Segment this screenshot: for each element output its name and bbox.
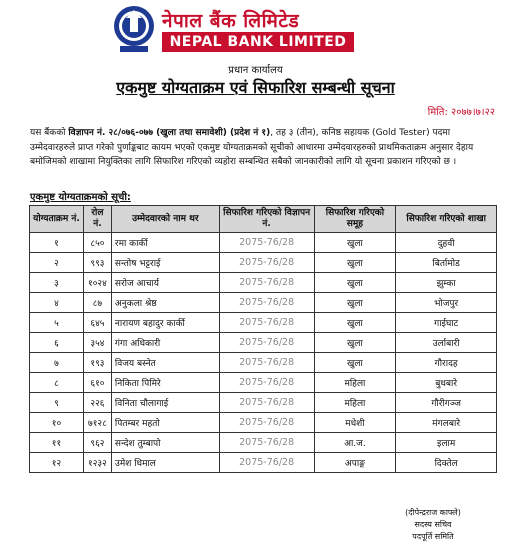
branch-cell: बिर्तामोड: [396, 253, 497, 273]
rank-cell: ९: [30, 393, 84, 413]
candidate-name-cell: पितम्बर महतो: [111, 413, 219, 433]
table-row: [30, 413, 497, 433]
column-header: उम्मेदवारको नाम थर: [111, 206, 219, 233]
roll-number-cell: १०२४: [83, 273, 111, 293]
table-row: [30, 373, 497, 393]
candidate-name-cell: सन्देश तुम्बापो: [111, 433, 219, 453]
advertisement-number-cell: 2075-76/28: [219, 293, 314, 313]
group-cell: खुला: [314, 313, 396, 333]
advertisement-number-cell: 2075-76/28: [219, 373, 314, 393]
rank-cell: २: [30, 253, 84, 273]
advertisement-number-cell: 2075-76/28: [219, 253, 314, 273]
roll-number-cell: ८५०: [83, 233, 111, 253]
notice-title: एकमुष्ट योग्यताक्रम एवं सिफारिश सम्बन्धी सूचना: [116, 78, 395, 97]
advertisement-number-cell: 2075-76/28: [219, 233, 314, 253]
branch-cell: उर्लाबारी: [396, 333, 497, 353]
candidate-name-cell: गंगा अधिकारी: [111, 333, 219, 353]
group-cell: महिला: [314, 373, 396, 393]
rank-cell: ४: [30, 293, 84, 313]
rank-cell: ८: [30, 373, 84, 393]
table-row: [30, 293, 497, 313]
bank-header: [0, 0, 511, 62]
signatory-committee: पदपूर्ति समिति: [412, 532, 454, 541]
notice-body: [30, 126, 492, 170]
table-header-row: [30, 206, 497, 233]
table-row: [30, 393, 497, 413]
rank-cell: ६: [30, 333, 84, 353]
advertisement-number-cell: 2075-76/28: [219, 433, 314, 453]
group-cell: खुला: [314, 273, 396, 293]
signature-block: [383, 507, 483, 543]
rank-cell: १: [30, 233, 84, 253]
table-row: [30, 273, 497, 293]
bank-name-nepali: नेपाल बैंक लिमिटेड: [162, 10, 300, 32]
candidate-name-cell: निकिता पिमिरे: [111, 373, 219, 393]
office-label: प्रधान कार्यालय: [228, 65, 283, 76]
candidate-name-cell: उमेश धिमाल: [111, 453, 219, 473]
group-cell: आ.ज.: [314, 433, 396, 453]
body-text-part1: यस बैंकको: [30, 128, 69, 138]
candidate-name-cell: नारायण बहादुर कार्की: [111, 313, 219, 333]
branch-cell: दुहवी: [396, 233, 497, 253]
bank-logo-icon: [112, 4, 156, 54]
column-header: सिफारिश गरिएको विज्ञापन नं.: [219, 206, 314, 233]
roll-number-cell: ८७: [83, 293, 111, 313]
branch-cell: गौरादह: [396, 353, 497, 373]
advertisement-number-cell: 2075-76/28: [219, 353, 314, 373]
branch-cell: दिक्तेल: [396, 453, 497, 473]
bank-name-english: NEPAL BANK LIMITED: [162, 32, 354, 52]
rank-cell: ५: [30, 313, 84, 333]
table-row: [30, 333, 497, 353]
notice-date: मिति: २०७७।७।२२: [427, 107, 495, 118]
body-text-bold: विज्ञापन नं. २८/०७६-०७७ (खुला तथा समावेशी) (प्रदेश नं १): [68, 128, 271, 138]
body-text-part2: , तह ३ (तीन), कनिष्ठ सहायक (Gold Tester) पदमा उम्मेदवारहरुले प्राप्त गरेको पुर्णाङ्कबाट कायम भएको एकमुष्ट योग्यताक्रमको सूचीको आधारमा उम्मेदवारहरुको प्राथमिकताक्रम अनुसार देहाय बमोजिमको शाखामा नियुक्तिका लागि सिफारिश गरिएको व्यहोरा सम्बन्धित सबैको जानकारीको लागि यो सूचना प्रकाशन गरिएको छ ।: [30, 128, 474, 167]
roll-number-cell: २२६: [83, 393, 111, 413]
branch-cell: इलाम: [396, 433, 497, 453]
group-cell: खुला: [314, 353, 396, 373]
signatory-title: सदस्य सचिव: [414, 520, 452, 529]
rank-cell: १२: [30, 453, 84, 473]
rank-cell: १०: [30, 413, 84, 433]
table-row: [30, 433, 497, 453]
candidate-name-cell: सन्तोष भट्टराई: [111, 253, 219, 273]
list-title: एकमुष्ट योग्यताक्रमको सूची:: [30, 192, 131, 203]
group-cell: खुला: [314, 293, 396, 313]
table-row: [30, 313, 497, 333]
branch-cell: बुधबारे: [396, 373, 497, 393]
roll-number-cell: ३५४: [83, 333, 111, 353]
candidate-name-cell: सरोज आचार्य: [111, 273, 219, 293]
group-cell: खुला: [314, 333, 396, 353]
branch-cell: गौरीगञ्ज: [396, 393, 497, 413]
roll-number-cell: ६१०: [83, 373, 111, 393]
group-cell: मधेशी: [314, 413, 396, 433]
advertisement-number-cell: 2075-76/28: [219, 413, 314, 433]
candidate-name-cell: विजय बस्नेत: [111, 353, 219, 373]
rank-cell: ७: [30, 353, 84, 373]
branch-cell: गाईघाट: [396, 313, 497, 333]
signatory-name: (दीपेन्द्रराज काफ्ले): [405, 508, 461, 517]
table-row: [30, 253, 497, 273]
column-header: सिफारिश गरिएको समूह: [314, 206, 396, 233]
rank-cell: ११: [30, 433, 84, 453]
advertisement-number-cell: 2075-76/28: [219, 453, 314, 473]
table-row: [30, 453, 497, 473]
roll-number-cell: ६४५: [83, 313, 111, 333]
advertisement-number-cell: 2075-76/28: [219, 273, 314, 293]
branch-cell: झुम्का: [396, 273, 497, 293]
advertisement-number-cell: 2075-76/28: [219, 393, 314, 413]
table-row: [30, 353, 497, 373]
roll-number-cell: १२३२: [83, 453, 111, 473]
group-cell: खुला: [314, 233, 396, 253]
merit-list-table: [29, 205, 497, 473]
branch-cell: भोजपुर: [396, 293, 497, 313]
rank-cell: ३: [30, 273, 84, 293]
group-cell: खुला: [314, 253, 396, 273]
group-cell: अपाङ्ग: [314, 453, 396, 473]
table-row: [30, 233, 497, 253]
candidate-name-cell: विनिता चौलागाई: [111, 393, 219, 413]
column-header: रोल नं.: [83, 206, 111, 233]
roll-number-cell: ९६२: [83, 433, 111, 453]
branch-cell: मंगलबारे: [396, 413, 497, 433]
group-cell: महिला: [314, 393, 396, 413]
advertisement-number-cell: 2075-76/28: [219, 313, 314, 333]
roll-number-cell: ९९३: [83, 253, 111, 273]
roll-number-cell: १९३: [83, 353, 111, 373]
column-header: सिफारिश गरिएको शाखा: [396, 206, 497, 233]
column-header: योग्यताक्रम नं.: [30, 206, 84, 233]
roll-number-cell: ७१२८: [83, 413, 111, 433]
advertisement-number-cell: 2075-76/28: [219, 333, 314, 353]
candidate-name-cell: रमा कार्की: [111, 233, 219, 253]
candidate-name-cell: अनुकला श्रेष्ठ: [111, 293, 219, 313]
